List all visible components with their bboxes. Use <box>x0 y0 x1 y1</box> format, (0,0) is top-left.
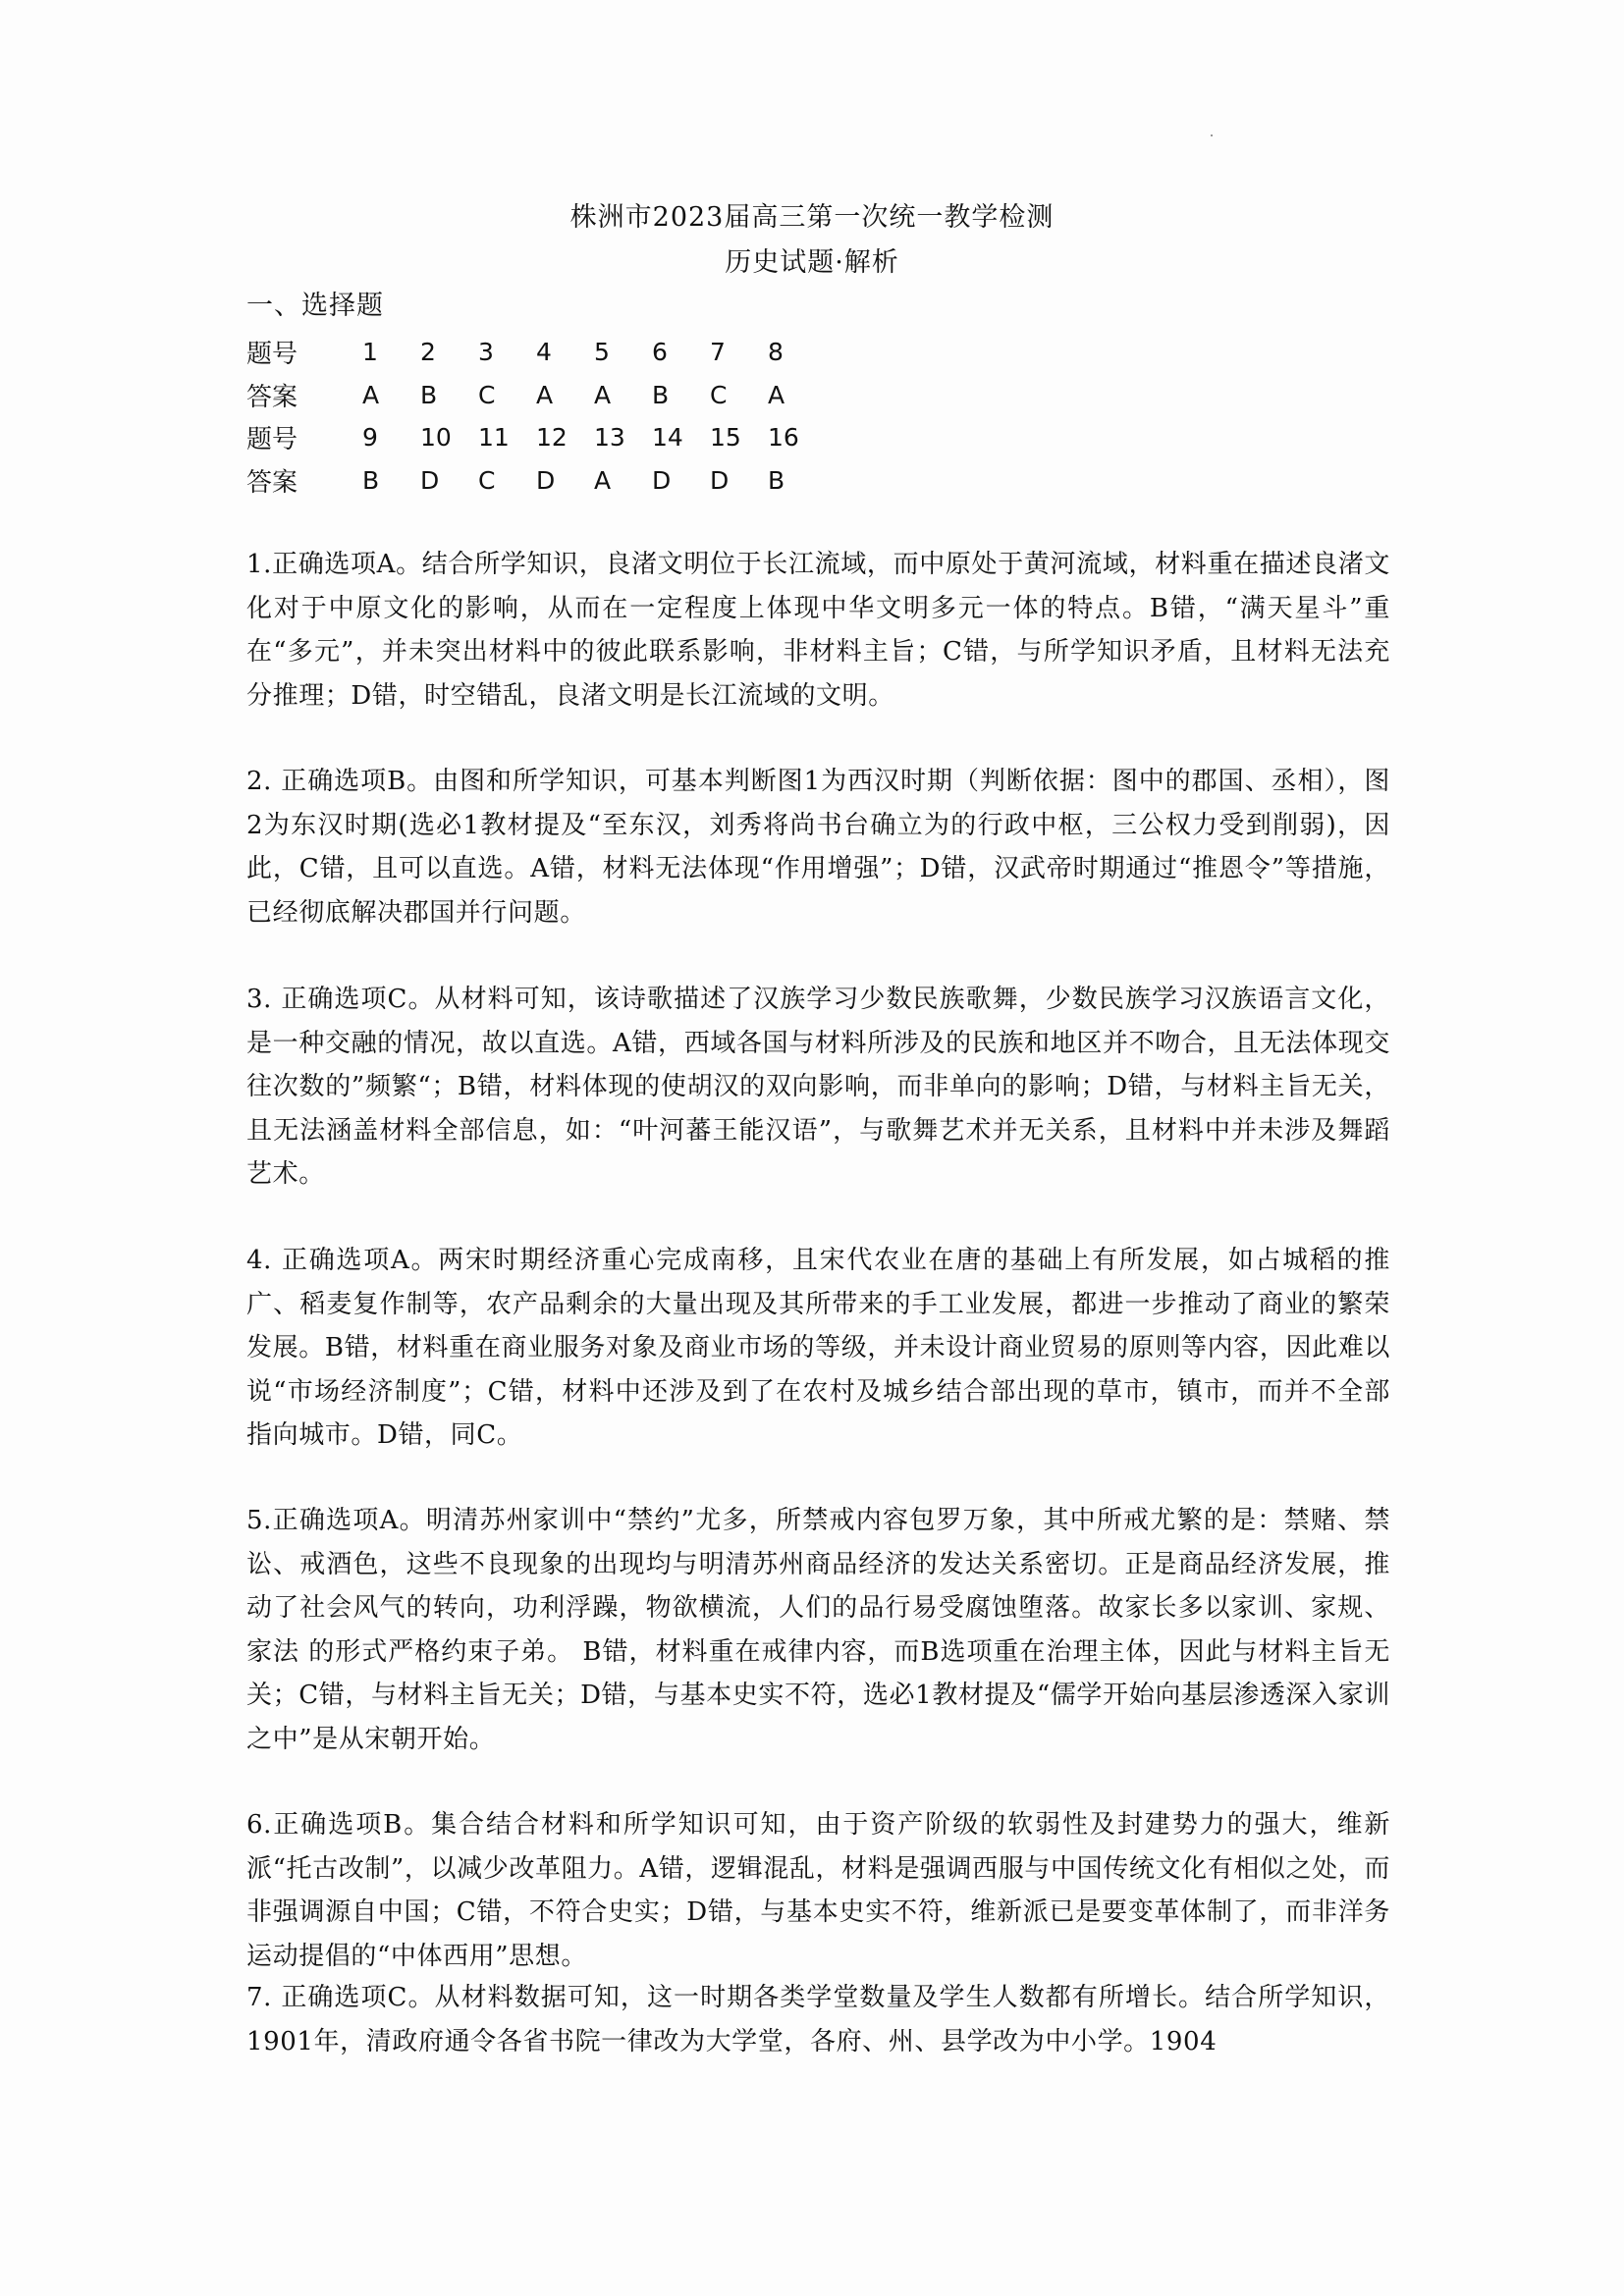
table-cell: C <box>710 380 728 409</box>
explanation-4: 4. 正确选项A。两宋时期经济重心完成南移，且宋代农业在唐的基础上有所发展，如占城稻的推广、稻麦复作制等，农产品剩余的大量出现及其所带来的手工业发展，都进一步推动了商业的繁荣发展。B错，材料重在商业服务对象及商业市场的等级，并未设计商业贸易的原则等内容，因此难以说“市场经济制度”；C错，材料中还涉及到了在农村及城乡结合部出现的草市，镇市，而并不全部指向城市。D错，同C。 <box>246 1246 1390 1450</box>
table-cell: 8 <box>768 338 784 367</box>
table-cell: 12 <box>536 423 568 453</box>
table-cell: B <box>768 465 785 495</box>
table-cell: D <box>652 465 672 495</box>
table-cell: 9 <box>362 423 378 453</box>
table-cell: 14 <box>652 423 683 453</box>
table-cell: B <box>362 465 380 495</box>
section-heading: 一、选择题 <box>246 291 384 321</box>
row-label: 题号 <box>246 425 298 455</box>
explanation-5: 5.正确选项A。明清苏州家训中“禁约”尤多，所禁戒内容包罗万象，其中所戒尤繁的是：禁赌、禁讼、戒酒色，这些不良现象的出现均与明清苏州商品经济的发达关系密切。正是商品经济发展，推动了社会风气的转向，功利浮躁，物欲横流，人们的品行易受腐蚀堕落。故家长多以家训、家规、家法 的形式严格约束子弟。 B错，材料重在戒律内容，而B选项重在治理主体，因此与材料主旨无关；C错，与材料主旨无关；D错，与基本史实不符，选必1教材提及“儒学开始向基层渗透深入家训之中”是从宋朝开始。 <box>246 1506 1390 1754</box>
table-cell: 5 <box>594 338 610 367</box>
table-cell: A <box>536 380 554 409</box>
table-cell: 15 <box>710 423 741 453</box>
table-cell: 3 <box>478 338 494 367</box>
scan-speck <box>1211 134 1213 136</box>
table-cell: 11 <box>478 423 510 453</box>
table-cell: 16 <box>768 423 799 453</box>
table-cell: B <box>420 380 438 409</box>
table-cell: 4 <box>536 338 552 367</box>
row-label: 答案 <box>246 467 298 498</box>
table-cell: 7 <box>710 338 726 367</box>
explanation-6: 6.正确选项B。集合结合材料和所学知识可知，由于资产阶级的软弱性及封建势力的强大，维新派“托古改制”，以减少改革阻力。A错，逻辑混乱，材料是强调西服与中国传统文化有相似之处，而非强调源自中国；C错，不符合史实；D错，与基本史实不符，维新派已是要变革体制了，而非洋务运动提倡的“中体西用”思想。 <box>246 1810 1390 1971</box>
table-row <box>246 331 826 374</box>
table-cell: A <box>362 380 380 409</box>
table-cell: D <box>420 465 440 495</box>
explanation-3: 3. 正确选项C。从材料可知，该诗歌描述了汉族学习少数民族歌舞，少数民族学习汉族语言文化，是一种交融的情况，故以直选。A错，西域各国与材料所涉及的民族和地区并不吻合，且无法体现交往次数的”频繁“；B错，材料体现的使胡汉的双向影响，而非单向的影响；D错，与材料主旨无关，且无法涵盖材料全部信息，如：“叶河蕃王能汉语”，与歌舞艺术并无关系，且材料中并未涉及舞蹈艺术。 <box>246 985 1390 1189</box>
table-cell: C <box>478 380 496 409</box>
table-cell: A <box>594 380 612 409</box>
table-cell: D <box>710 465 730 495</box>
document-title: 株洲市2023届高三第一次统一教学检测 <box>569 202 1055 233</box>
row-label: 答案 <box>246 382 298 412</box>
table-cell: A <box>594 465 612 495</box>
table-cell: 10 <box>420 423 452 453</box>
table-cell: D <box>536 465 556 495</box>
table-row <box>246 459 826 503</box>
table-cell: C <box>478 465 496 495</box>
table-cell: B <box>652 380 670 409</box>
explanation-7: 7. 正确选项C。从材料数据可知，这一时期各类学堂数量及学生人数都有所增长。结合所学知识，1901年，清政府通令各省书院一律改为大学堂，各府、州、县学改为中小学。1904 <box>246 1983 1390 2056</box>
table-cell: 2 <box>420 338 436 367</box>
table-row <box>246 416 826 459</box>
document-subtitle: 历史试题·解析 <box>725 247 899 278</box>
table-cell: A <box>768 380 785 409</box>
answer-table <box>246 331 826 502</box>
table-cell: 13 <box>594 423 625 453</box>
table-row <box>246 374 826 417</box>
table-cell: 1 <box>362 338 378 367</box>
row-label: 题号 <box>246 340 298 370</box>
table-cell: 6 <box>652 338 668 367</box>
explanation-1: 1.正确选项A。结合所学知识，良渚文明位于长江流域，而中原处于黄河流域，材料重在描述良渚文化对于中原文化的影响，从而在一定程度上体现中华文明多元一体的特点。B错，“满天星斗”重在“多元”，并未突出材料中的彼此联系影响，非材料主旨；C错，与所学知识矛盾，且材料无法充分推理；D错，时空错乱，良渚文明是长江流域的文明。 <box>246 550 1390 711</box>
explanation-2: 2. 正确选项B。由图和所学知识，可基本判断图1为西汉时期（判断依据：图中的郡国、丞相），图2为东汉时期(选必1教材提及“至东汉，刘秀将尚书台确立为的行政中枢，三公权力受到削弱)，因此，C错，且可以直选。A错，材料无法体现“作用增强”；D错，汉武帝时期通过“推恩令”等措施，已经彻底解决郡国并行问题。 <box>246 767 1390 928</box>
